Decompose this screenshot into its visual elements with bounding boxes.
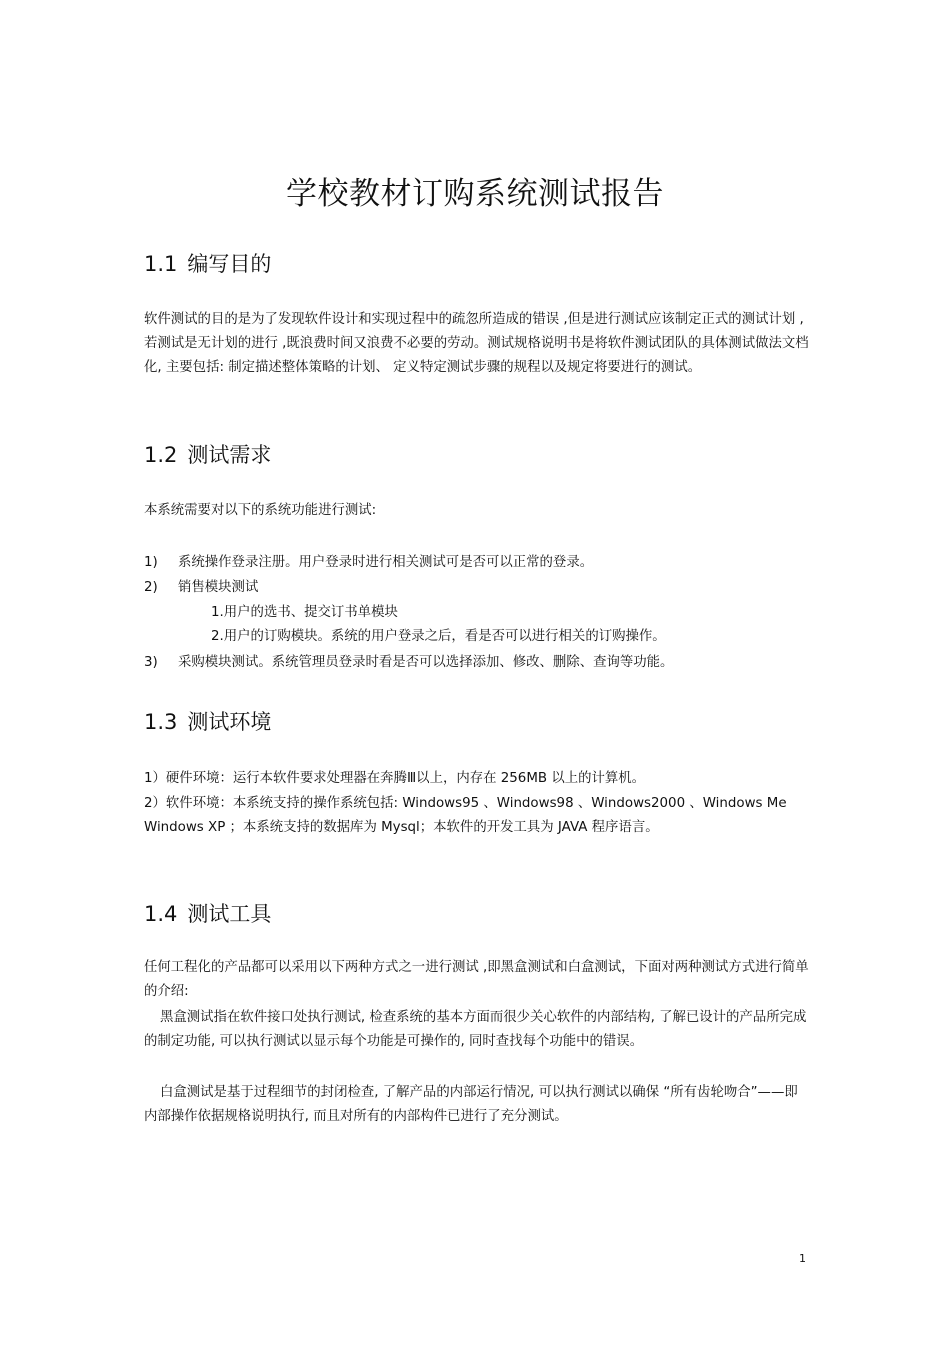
sub-list-item: 2.用户的订购模块。系统的用户登录之后，看是否可以进行相关的订购操作。 (211, 629, 666, 644)
tools-intro-paragraph: 任何工程化的产品都可以采用以下两种方式之一进行测试 ,即黑盒测试和白盒测试，下面对两种测试方式进行简单的介绍: (144, 960, 809, 999)
section-number: 1.3 (144, 710, 178, 734)
section-heading-1-1 (144, 250, 271, 278)
section-number: 1.4 (144, 902, 178, 926)
list-item (144, 651, 673, 675)
section-number: 1.1 (144, 252, 178, 276)
list-marker: 3) (144, 655, 158, 670)
section-heading-1-4 (144, 900, 271, 928)
list-item-text: 系统操作登录注册。用户登录时进行相关测试可是否可以正常的登录。 (178, 555, 594, 570)
document-title: 学校教材订购系统测试报告 (286, 176, 664, 212)
section-title: 测试需求 (187, 443, 272, 467)
section-title: 测试工具 (187, 902, 272, 926)
list-item (144, 551, 593, 575)
section-title: 测试环境 (187, 710, 272, 734)
software-env-line: 2）软件环境：本系统支持的操作系统包括: Windows95 、Windows98 、Windows2000 、Windows Me Windows XP ；本系统支持的数据库为 Mysql；本软件的开发工具为 JAVA 程序语言。 (144, 796, 787, 835)
hardware-env-line: 1）硬件环境：运行本软件要求处理器在奔腾Ⅲ以上，内存在 256MB 以上的计算机。 (144, 771, 646, 786)
purpose-paragraph: 软件测试的目的是为了发现软件设计和实现过程中的疏忽所造成的错误 ,但是进行测试应该制定正式的测试计划 ,若测试是无计划的进行 ,既浪费时间又浪费不必要的劳动。测试规格说明书是将软件测试团队的具体测试做法文档化, 主要包括: 制定描述整体策略的计划、 定义特定测试步骤的规程以及规定将要进行的测试。 (144, 312, 809, 375)
list-item-text: 销售模块测试 (178, 580, 259, 595)
section-heading-1-3 (144, 708, 271, 736)
list-item (144, 576, 258, 600)
section-number: 1.2 (144, 443, 178, 467)
requirements-intro: 本系统需要对以下的系统功能进行测试: (144, 503, 377, 518)
page-number: 1 (799, 1252, 806, 1265)
blackbox-paragraph: 黑盒测试指在软件接口处执行测试, 检查系统的基本方面而很少关心软件的内部结构, 了解已设计的产品所完成的制定功能, 可以执行测试以显示每个功能是可操作的, 同时查找每个功能中的错误。 (144, 1010, 807, 1049)
section-title: 编写目的 (187, 252, 272, 276)
list-item-text: 采购模块测试。系统管理员登录时看是否可以选择添加、修改、删除、查询等功能。 (178, 655, 674, 670)
whitebox-paragraph: 白盒测试是基于过程细节的封闭检查, 了解产品的内部运行情况, 可以执行测试以确保 “所有齿轮吻合”——即内部操作依据规格说明执行, 而且对所有的内部构件已进行了充分测试。 (144, 1085, 798, 1124)
sub-list-item: 1.用户的选书、提交订书单模块 (211, 605, 398, 620)
list-marker: 1) (144, 555, 158, 570)
list-marker: 2) (144, 580, 158, 595)
section-heading-1-2 (144, 441, 271, 469)
